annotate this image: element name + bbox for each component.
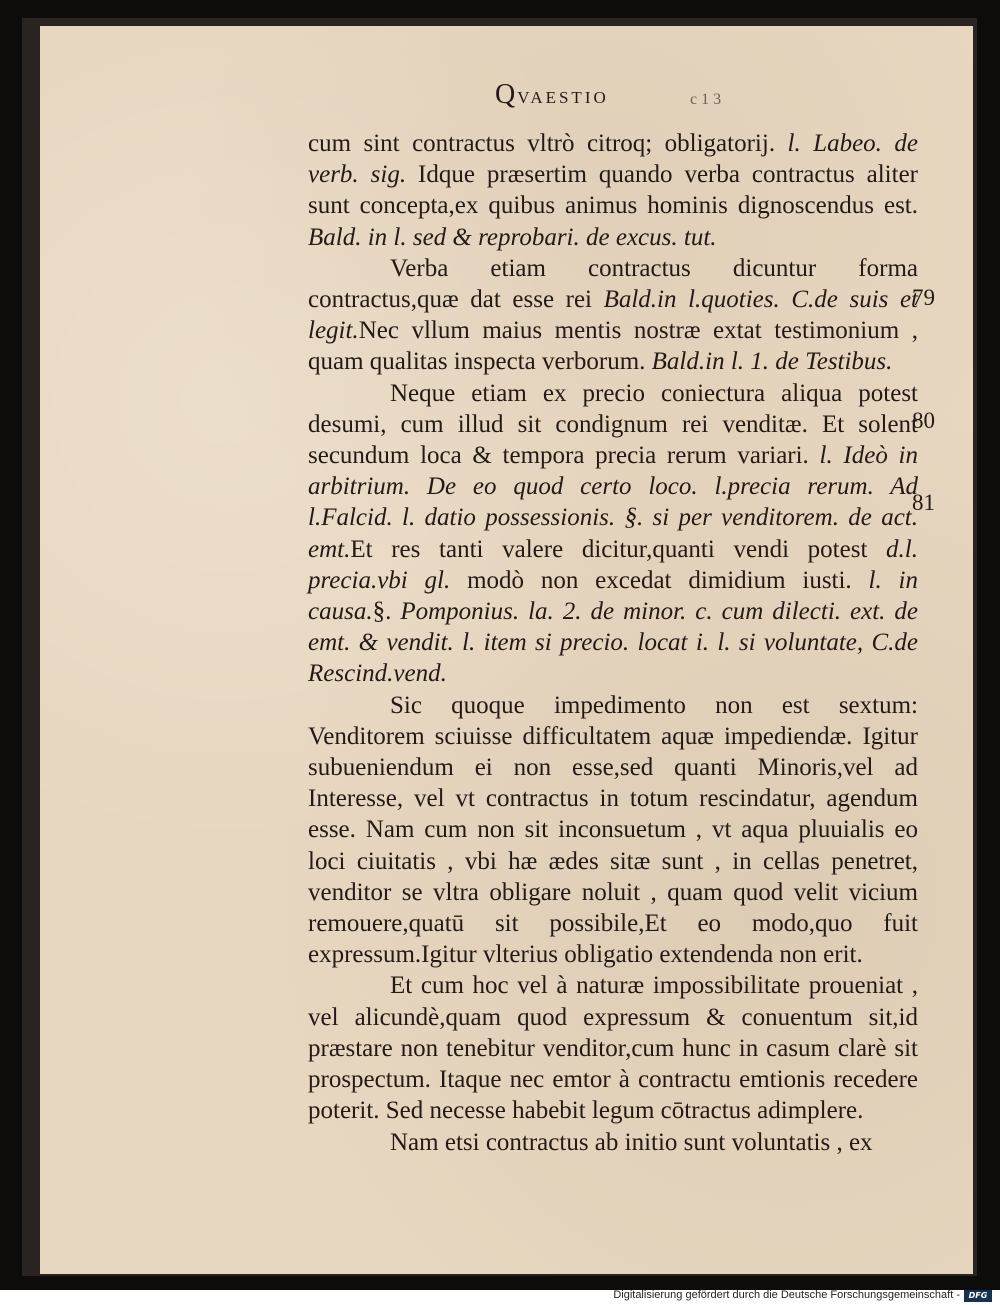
- citation-italic: l. in causa.: [308, 566, 918, 626]
- text-run: Verba etiam contractus dicuntur forma contractus,quæ dat esse rei: [308, 254, 918, 314]
- text-run: Et cum hoc vel à naturæ impossibilitate proueniat , vel alicundè,quam quod expressum & conuentum sit,id præstare non tenebitur venditor,cum hunc in casum clarè sit prospectum. Itaque nec emtor à contractu emtionis recedere poterit. Sed necesse habebit legum cōtractus adimplere.: [308, 972, 918, 1125]
- margin-number-81: 81: [912, 490, 935, 515]
- paragraph: [308, 970, 918, 1126]
- text-run: modò non excedat dimidium iusti.: [450, 566, 869, 594]
- text-run: Idque præsertim quando verba contractus aliter sunt concepta,ex quibus animus hominis dignoscendus est.: [308, 161, 918, 220]
- text-run: §.: [372, 598, 401, 626]
- paragraph: [308, 690, 918, 971]
- running-head-initial: Q: [495, 79, 518, 110]
- text-run: Neque etiam ex precio coniectura aliqua potest desumi, cum illud sit condignum rei venditæ. Et solent secundum loca & tempora precia rerum variari.: [308, 379, 918, 470]
- citation-italic: Pomponius. la. 2. de minor. c. cum dilecti. ext. de emt. & vendit. l. item si precio. locat i. l. si voluntate, C.de Rescind.vend.: [308, 598, 918, 688]
- citation-italic: Bald.in l. 1. de Testibus.: [651, 348, 893, 376]
- paragraph: [308, 128, 918, 253]
- citation-italic: Bald.in l.quoties. C.de suis et legit.: [308, 286, 919, 345]
- paragraph: [308, 378, 918, 690]
- running-head: [495, 79, 609, 111]
- citation-italic: l. Ideò in arbitrium. De eo quod certo loco. l.precia rerum. Ad l.Falcid. l. datio possessionis. §. si per venditorem. de act. emt.: [308, 442, 918, 563]
- dfg-logo-icon: DFG: [964, 1290, 992, 1302]
- margin-number-80: 80: [912, 408, 935, 433]
- citation-italic: Bald. in l. sed & reprobari. de excus. tut.: [308, 223, 717, 251]
- citation-italic: l. Labeo. de verb. sig.: [308, 130, 918, 189]
- text-run: Nam etsi contractus ab initio sunt voluntatis , ex: [390, 1128, 873, 1156]
- paragraph: [308, 1127, 918, 1158]
- margin-number-79: 79: [912, 285, 935, 310]
- citation-italic: d.l. precia.vbi gl.: [308, 535, 918, 594]
- text-run: Sic quoque impedimento non est sextum: Venditorem sciuisse difficultatem aquæ impediendæ. Igitur subueniendum ei non esse,sed quanti Minoris,vel ad Interesse, vel vt contractus in totum rescindatur, agendum esse. Nam cum non sit inconsuetum , vt aqua pluuialis eo loci ciuitatis , vbi hæ ædes sitæ sunt , in cellas penetret, venditor se vltra obligare noluit , quam quod velit vicium remouere,quatū sit possibile,Et eo modo,quo fuit expressum.Igitur vlterius obligatio extendenda non erit.: [308, 691, 918, 969]
- text-run: Et res tanti valere dicitur,quanti vendi potest: [350, 535, 887, 563]
- paragraph: [308, 253, 918, 378]
- text-run: Nec vllum maius mentis nostræ extat testimonium , quam qualitas inspecta verborum.: [308, 317, 918, 376]
- footer-credit: Digitalisierung gefördert durch die Deutsche Forschungsgemeinschaft -: [613, 1289, 960, 1301]
- book-page: [40, 26, 973, 1274]
- text-run: cum sint contractus vltrò citroq; obligatorij.: [308, 130, 788, 157]
- main-text-block: [308, 128, 918, 1158]
- running-head-word: VAESTIO: [517, 88, 609, 107]
- headnote-faint: c 1 3: [690, 91, 722, 108]
